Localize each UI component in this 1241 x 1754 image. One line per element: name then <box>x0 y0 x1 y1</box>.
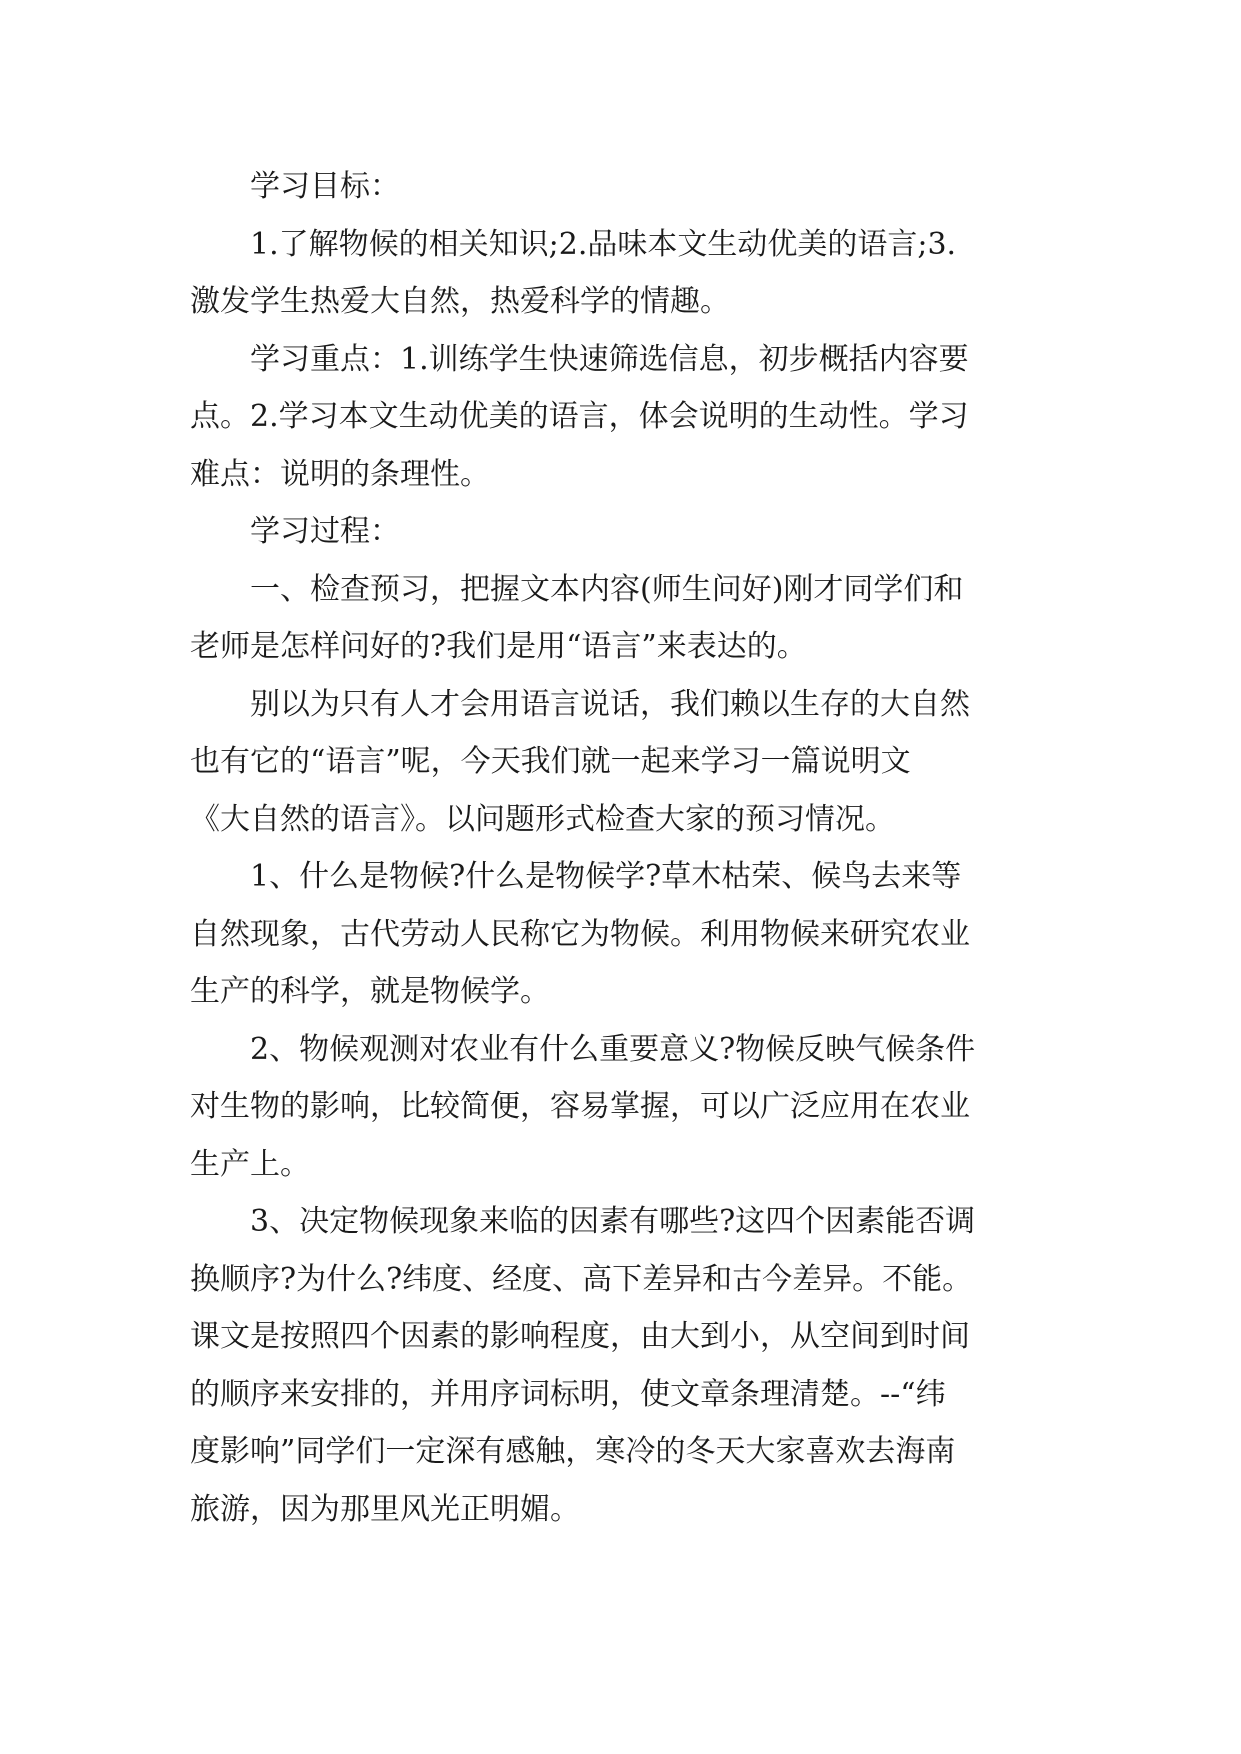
document-body <box>190 158 1050 1538</box>
text-line: 激发学生热爱大自然，热爱科学的情趣。 <box>190 284 730 319</box>
paragraph-key-points <box>190 331 1050 504</box>
text-line: 点。2.学习本文生动优美的语言，体会说明的生动性。学习 <box>190 399 969 434</box>
text-line: 难点：说明的条理性。 <box>190 456 490 492</box>
paragraph-question-2 <box>190 1021 1050 1194</box>
text-line: 度影响”同学们一定深有感触，寒冷的冬天大家喜欢去海南 <box>190 1434 956 1469</box>
text-line: 一、检查预习，把握文本内容(师生问好)刚才同学们和 <box>250 571 964 607</box>
text-line: 《大自然的语言》。以问题形式检查大家的预习情况。 <box>190 801 895 837</box>
text-line: 课文是按照四个因素的影响程度，由大到小，从空间到时间 <box>190 1319 970 1354</box>
text-line: 3、决定物候现象来临的因素有哪些?这四个因素能否调 <box>250 1204 976 1239</box>
text-line: 换顺序?为什么?纬度、经度、高下差异和古今差异。不能。 <box>190 1261 973 1297</box>
paragraph-nature-language <box>190 676 1050 849</box>
text-line: 自然现象，古代劳动人民称它为物候。利用物候来研究农业 <box>190 916 970 952</box>
text-line: 1.了解物候的相关知识;2.品味本文生动优美的语言;3. <box>250 226 957 262</box>
paragraph-question-1 <box>190 848 1050 1021</box>
text-line: 学习重点：1.训练学生快速筛选信息，初步概括内容要 <box>250 341 969 377</box>
paragraph-question-3 <box>190 1193 1050 1538</box>
text-line: 学习目标： <box>250 169 400 204</box>
text-line: 1、什么是物候?什么是物候学?草木枯荣、候鸟去来等 <box>250 859 962 894</box>
paragraph-process-heading <box>190 503 1050 561</box>
text-line: 别以为只有人才会用语言说话，我们赖以生存的大自然 <box>250 686 970 722</box>
text-line: 对生物的影响，比较简便，容易掌握，可以广泛应用在农业 <box>190 1089 970 1124</box>
text-line: 2、物候观测对农业有什么重要意义?物候反映气候条件 <box>250 1031 976 1067</box>
text-line: 生产的科学，就是物候学。 <box>190 974 550 1009</box>
text-line: 也有它的“语言”呢，今天我们就一起来学习一篇说明文 <box>190 744 911 779</box>
paragraph-preview-check <box>190 561 1050 676</box>
text-line: 的顺序来安排的，并用序词标明，使文章条理清楚。--“纬 <box>190 1376 946 1412</box>
text-line: 旅游，因为那里风光正明媚。 <box>190 1491 580 1527</box>
text-line: 生产上。 <box>190 1146 310 1182</box>
text-line: 学习过程： <box>250 514 400 549</box>
paragraph-learning-goals <box>190 216 1050 331</box>
text-line: 老师是怎样问好的?我们是用“语言”来表达的。 <box>190 629 807 664</box>
paragraph-learning-goals-heading <box>190 158 1050 216</box>
